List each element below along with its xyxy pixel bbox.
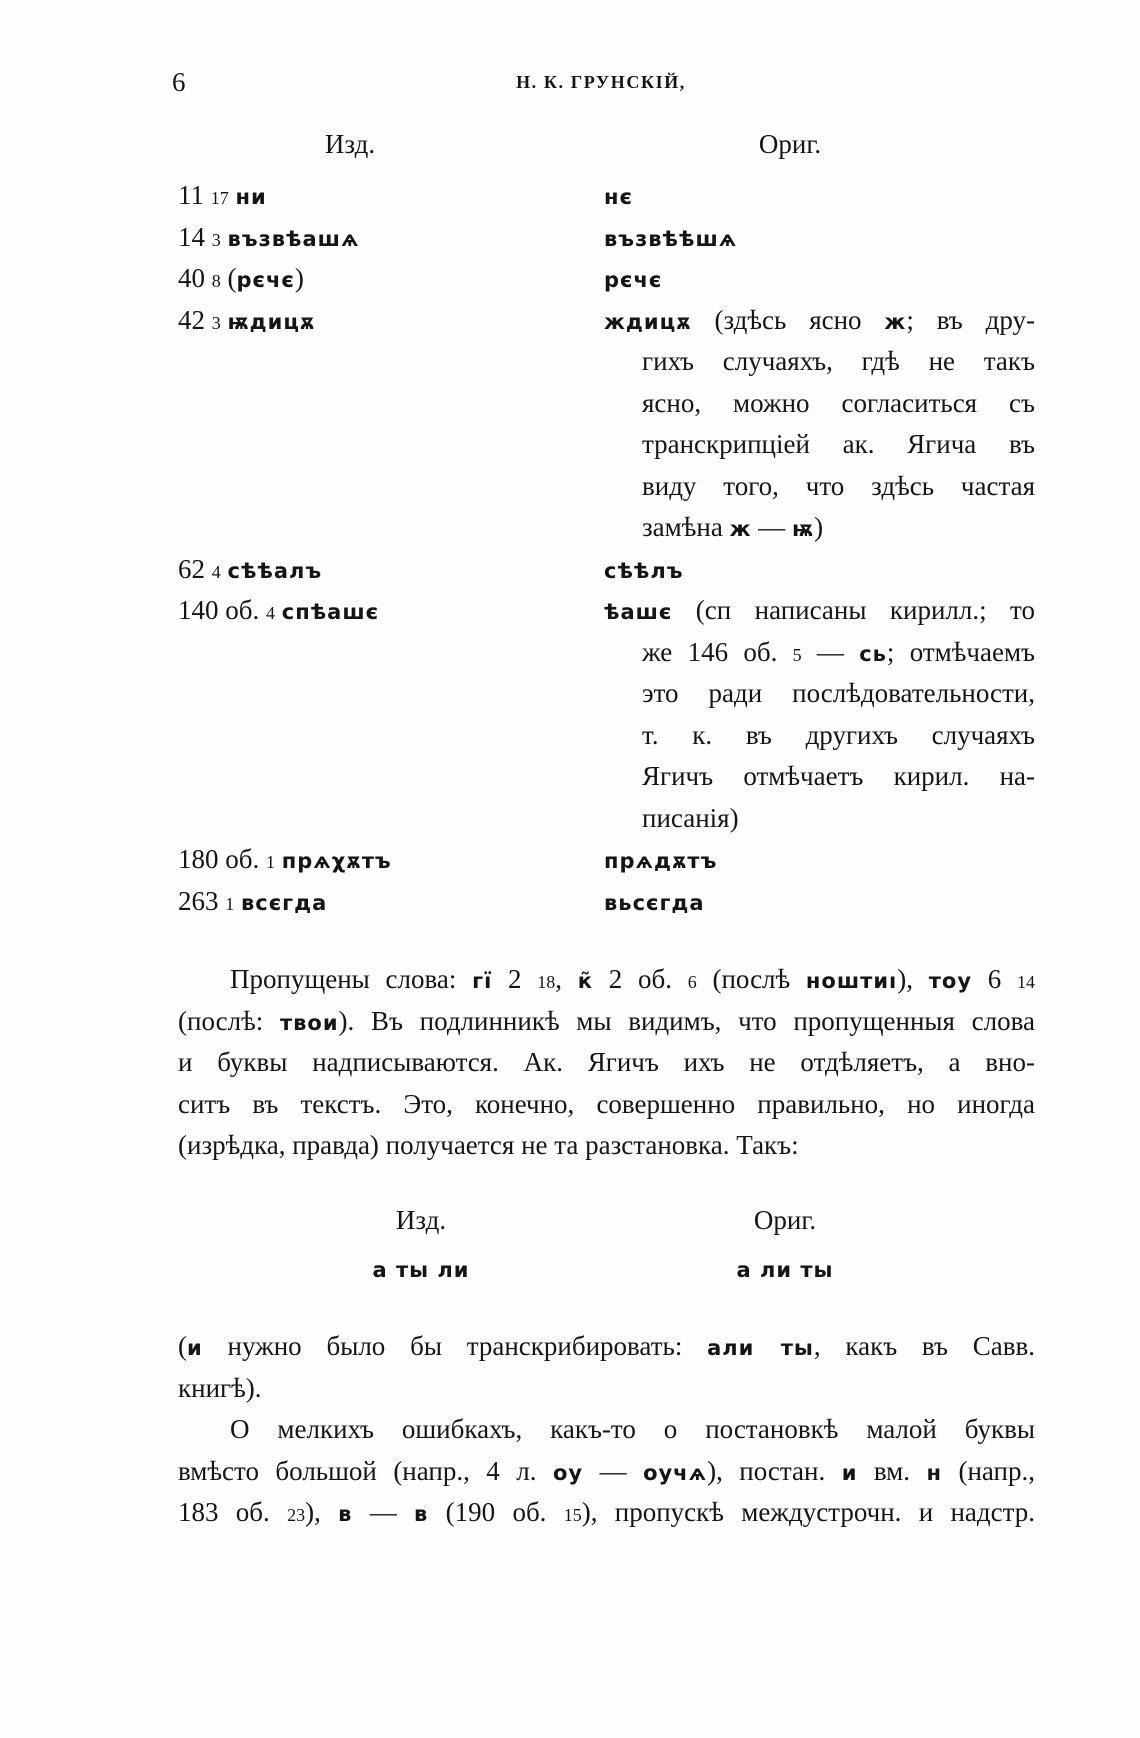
line-number: 1 [266, 852, 275, 872]
slavonic-word: възвѣашѧ [227, 226, 360, 251]
text-segment: 11 [178, 180, 211, 210]
paragraph-omitted-words [178, 959, 1035, 1167]
slavonic-word: сь [859, 641, 887, 666]
text-segment: 140 об. [178, 595, 266, 625]
text-segment [221, 222, 228, 252]
text-line [178, 959, 1035, 1001]
edition-cell [178, 590, 604, 632]
text-segment [221, 305, 228, 335]
text-segment: О мелкихъ ошибкахъ, какъ-то о постановкѣ малой буквы [230, 1414, 1035, 1444]
edition-cell [178, 300, 604, 342]
text-line [604, 217, 1035, 259]
slavonic-word: прѧχѫтъ [281, 849, 392, 873]
text-segment: , какъ въ Савв. [813, 1331, 1035, 1361]
text-segment: — [751, 512, 792, 542]
slavonic-word: спѣашє [281, 600, 380, 624]
text-line [604, 590, 1035, 632]
slavonic-word: ждицѫ [604, 309, 692, 334]
line-number: 15 [563, 1505, 582, 1525]
column-header-original: Ориг. [753, 1205, 817, 1235]
slavonic-word: оучѧ [643, 1460, 708, 1485]
table-row [178, 175, 1035, 217]
edition-cell [178, 549, 604, 591]
slavonic-word: тоу [928, 969, 973, 993]
text-segment: т. к. въ другихъ случаяхъ [642, 719, 1035, 750]
paragraph-block [178, 1326, 1035, 1534]
slavonic-word: сѣѣлъ [604, 558, 684, 583]
slavonic-word: к̃ [577, 969, 594, 993]
text-segment: — [801, 636, 860, 667]
edition-cell [178, 881, 604, 923]
text-segment: 42 [178, 304, 212, 335]
text-line [178, 1042, 1035, 1084]
text-segment: 2 об. [593, 964, 688, 994]
text-segment: (сп написаны кирилл.; то [672, 595, 1035, 625]
line-number: 23 [287, 1505, 306, 1525]
text-segment: транскрипціей ак. Ягича въ [642, 429, 1035, 459]
text-line [604, 300, 1035, 342]
comparison-table [178, 175, 1035, 922]
line-number: 4 [266, 603, 275, 623]
running-head: Н. К. ГРУНСКІЙ, [516, 72, 686, 92]
text-segment: 2 [492, 964, 538, 994]
text-segment: (послѣ: [178, 1005, 280, 1036]
slavonic-word: рєчє [604, 268, 663, 292]
text-segment: Ягичъ отмѣчаетъ кирил. на- [642, 761, 1035, 791]
text-segment: (190 об. [428, 1497, 564, 1527]
text-line [604, 549, 1035, 591]
text-line [604, 175, 1035, 217]
line-number: 5 [792, 644, 802, 665]
text-segment: ), постан. [707, 1455, 842, 1486]
text-segment: 40 [178, 263, 212, 293]
table-row [178, 881, 1035, 923]
slavonic-word: ѭдицѫ [227, 309, 316, 334]
slavonic-word: рєчє [236, 268, 295, 292]
table-row [178, 300, 1035, 549]
slavonic-word: оу [552, 1460, 584, 1485]
slavonic-word: ж [729, 517, 752, 541]
table-row [178, 217, 1035, 259]
line-number: 14 [1017, 972, 1035, 992]
text-segment: 183 об. [178, 1497, 288, 1527]
line-number: 1 [225, 893, 235, 914]
slavonic-word: в [414, 1502, 429, 1526]
slavonic-word: възвѣѣшѧ [604, 226, 738, 251]
text-line [178, 1001, 1035, 1043]
slavonic-word: ѣашє [604, 600, 673, 624]
text-line [178, 1084, 1035, 1126]
table-row [178, 258, 1035, 300]
slavonic-word: ноштиı [805, 969, 898, 993]
line-number: 17 [210, 188, 229, 208]
text-line [178, 1368, 1035, 1410]
original-cell [604, 300, 1035, 549]
text-segment: ), пропускѣ междустрочн. и надстр. [581, 1497, 1035, 1527]
text-line [604, 632, 1035, 674]
text-segment: ) [294, 263, 304, 293]
text-segment: (послѣ [696, 964, 806, 994]
line-number: 3 [211, 312, 221, 333]
slavonic-word: ни [235, 185, 267, 209]
slavonic-word: н [926, 1460, 942, 1485]
text-segment: писанія) [642, 802, 739, 833]
text-line [604, 798, 1035, 840]
original-cell [604, 175, 1035, 217]
text-segment: вмѣсто большой (напр., 4 л. [178, 1455, 553, 1486]
text-segment: это ради послѣдовательности, [642, 678, 1035, 708]
original-example [685, 1248, 885, 1290]
text-line [604, 673, 1035, 715]
slavonic-word: а ты ли [372, 1258, 470, 1282]
text-line [178, 1326, 1035, 1368]
table-row [178, 590, 1035, 839]
slavonic-word: нє [604, 185, 633, 209]
text-segment: нужно было бы транскрибировать: [202, 1331, 708, 1361]
text-segment: вм. [857, 1455, 927, 1486]
text-segment [221, 554, 228, 584]
text-segment: — [583, 1455, 644, 1486]
original-cell [604, 839, 1035, 881]
original-cell [604, 590, 1035, 839]
text-segment: замѣна [642, 512, 730, 542]
slavonic-word: твои [279, 1010, 339, 1035]
text-line [178, 1409, 1035, 1451]
text-segment: (здѣсь ясно [691, 304, 885, 335]
text-line [178, 1451, 1035, 1493]
text-segment: (изрѣдка, правда) получается не та разстановка. Такъ: [178, 1130, 799, 1160]
text-segment: книгѣ). [178, 1372, 262, 1403]
text-line [604, 881, 1035, 923]
text-line [604, 466, 1035, 508]
line-number: 18 [537, 972, 556, 992]
text-line [178, 1492, 1035, 1534]
edition-cell [178, 258, 604, 300]
edition-example [321, 1248, 521, 1290]
original-cell [604, 881, 1035, 923]
line-number: 8 [211, 271, 221, 291]
text-segment: же 146 об. [642, 636, 793, 667]
text-segment [275, 844, 282, 874]
text-segment: ; отмѣчаемъ [886, 636, 1035, 667]
slavonic-word: али ты [707, 1336, 814, 1360]
text-line [604, 383, 1035, 425]
text-segment: ясно, можно согласиться съ [642, 387, 1035, 418]
text-segment: гихъ случаяхъ, гдѣ не такъ [642, 346, 1035, 376]
slavonic-word: ѭ [792, 517, 815, 541]
text-segment: 180 об. [178, 844, 266, 874]
text-segment: ). Въ подлинникѣ мы видимъ, что пропущенныя слова [338, 1005, 1035, 1036]
line-number: 6 [687, 972, 697, 992]
slavonic-word: и [187, 1336, 203, 1360]
line-number: 4 [211, 561, 221, 582]
text-line [604, 258, 1035, 300]
text-line [604, 424, 1035, 466]
slavonic-word: в [338, 1502, 353, 1526]
text-segment: 263 [178, 885, 226, 916]
text-segment: — [352, 1497, 415, 1527]
text-segment: ( [178, 1331, 187, 1361]
column-header-original: Ориг. [758, 129, 822, 159]
table-row [178, 839, 1035, 881]
text-segment: 14 [178, 221, 212, 252]
text-line [604, 839, 1035, 881]
text-segment: Пропущены слова: [230, 964, 473, 994]
text-segment [234, 886, 241, 916]
text-segment: ( [220, 263, 237, 293]
text-segment [275, 595, 282, 625]
original-cell [604, 258, 1035, 300]
slavonic-word: всєгда [241, 890, 328, 915]
text-line [604, 507, 1035, 549]
text-segment: ), [305, 1497, 339, 1527]
original-cell [604, 549, 1035, 591]
text-segment: ) [814, 512, 824, 542]
text-line [178, 1125, 1035, 1167]
text-line [604, 756, 1035, 798]
text-segment: , [555, 964, 578, 994]
column-header-edition: Изд. [395, 1205, 447, 1235]
line-number: 3 [211, 229, 221, 250]
slavonic-word: ж [884, 309, 907, 334]
slavonic-word: вьсєгда [604, 890, 705, 915]
text-segment: ), [897, 964, 929, 994]
slavonic-word: а ли ты [736, 1258, 834, 1282]
text-segment: виду того, что здѣсь частая [642, 470, 1035, 501]
text-segment: 62 [178, 553, 212, 584]
text-segment: и буквы надписываются. Ак. Ягичъ ихъ не отдѣляетъ, а вно- [178, 1047, 1035, 1077]
edition-cell [178, 175, 604, 217]
edition-cell [178, 839, 604, 881]
text-segment: ; въ дру- [906, 304, 1035, 335]
column-header-edition: Изд. [324, 129, 376, 159]
edition-cell [178, 217, 604, 259]
page-number: 6 [172, 67, 186, 97]
text-segment: (напр., [942, 1455, 1035, 1486]
text-segment [229, 180, 236, 210]
slavonic-word: прѧдѫтъ [604, 849, 718, 873]
text-line [604, 715, 1035, 757]
table-row [178, 549, 1035, 591]
text-segment: ситъ въ текстъ. Это, конечно, совершенно правильно, но иногда [178, 1088, 1035, 1119]
text-line [604, 341, 1035, 383]
text-segment: 6 [972, 964, 1017, 994]
slavonic-word: сѣѣалъ [227, 558, 323, 583]
slavonic-word: и [841, 1460, 858, 1485]
original-cell [604, 217, 1035, 259]
slavonic-word: гї [472, 969, 493, 993]
